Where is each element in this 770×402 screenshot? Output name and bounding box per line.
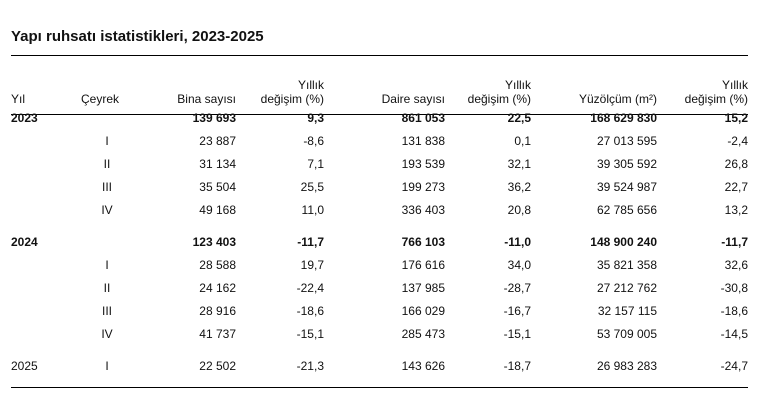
col-header-dwelling-count: Daire sayısı bbox=[381, 92, 445, 106]
cell-building-change: 19,7 bbox=[300, 257, 324, 272]
cell-year bbox=[11, 276, 81, 299]
row-spacer bbox=[11, 221, 748, 230]
cell-dwelling-change: 22,5 bbox=[507, 110, 531, 125]
cell-year bbox=[11, 299, 81, 322]
cell-floor-area: 27 212 762 bbox=[596, 280, 657, 295]
cell-year bbox=[11, 253, 81, 276]
cell-dwelling-count: 143 626 bbox=[401, 358, 445, 373]
cell-building-count: 28 588 bbox=[199, 257, 236, 272]
cell-dwelling-change: 36,2 bbox=[507, 179, 531, 194]
cell-building-count: 49 168 bbox=[199, 202, 236, 217]
cell-quarter bbox=[81, 230, 133, 253]
cell-building-count: 24 162 bbox=[199, 280, 236, 295]
cell-building-count: 23 887 bbox=[199, 133, 236, 148]
col-header-building-change: Yıllık değişim (%) bbox=[260, 78, 324, 106]
top-rule bbox=[11, 55, 748, 56]
cell-dwelling-count: 176 616 bbox=[401, 257, 445, 272]
cell-dwelling-change: -16,7 bbox=[503, 303, 531, 318]
cell-building-count: 41 737 bbox=[199, 326, 236, 341]
cell-floor-area-change: 15,2 bbox=[724, 110, 748, 125]
table-row bbox=[11, 230, 748, 253]
cell-floor-area: 168 629 830 bbox=[590, 110, 657, 125]
cell-building-count: 31 134 bbox=[199, 156, 236, 171]
cell-quarter: III bbox=[101, 303, 112, 318]
table-row bbox=[11, 299, 748, 322]
cell-floor-area-change: -14,5 bbox=[720, 326, 748, 341]
cell-building-count: 22 502 bbox=[199, 358, 236, 373]
cell-dwelling-change: 34,0 bbox=[507, 257, 531, 272]
table-row bbox=[11, 175, 748, 198]
cell-dwelling-change: 20,8 bbox=[507, 202, 531, 217]
cell-dwelling-count: 199 273 bbox=[401, 179, 445, 194]
cell-dwelling-count: 193 539 bbox=[401, 156, 445, 171]
table-body bbox=[11, 106, 748, 377]
table-row bbox=[11, 253, 748, 276]
table-row bbox=[11, 322, 748, 345]
cell-building-change: 7,1 bbox=[307, 156, 324, 171]
cell-building-change: 11,0 bbox=[301, 202, 324, 217]
cell-floor-area: 148 900 240 bbox=[590, 234, 657, 249]
cell-floor-area: 53 709 005 bbox=[596, 326, 657, 341]
cell-floor-area-change: 13,2 bbox=[724, 202, 748, 217]
cell-floor-area-change: -24,7 bbox=[720, 358, 748, 373]
cell-dwelling-count: 861 053 bbox=[401, 110, 445, 125]
cell-dwelling-count: 131 838 bbox=[401, 133, 445, 148]
cell-building-change: 9,3 bbox=[307, 110, 324, 125]
col-header-year: Yıl bbox=[11, 92, 26, 106]
cell-quarter bbox=[81, 106, 133, 129]
cell-floor-area: 32 157 115 bbox=[597, 303, 657, 318]
cell-floor-area-change: 26,8 bbox=[724, 156, 748, 171]
cell-floor-area: 39 305 592 bbox=[596, 156, 657, 171]
cell-floor-area: 35 821 358 bbox=[596, 257, 657, 272]
cell-year bbox=[11, 152, 81, 175]
row-spacer bbox=[11, 345, 748, 354]
col-header-floor-area: Yüzölçüm (m²) bbox=[578, 92, 657, 106]
cell-floor-area-change: -30,8 bbox=[720, 280, 748, 295]
cell-building-count: 35 504 bbox=[199, 179, 236, 194]
cell-building-count: 139 693 bbox=[192, 110, 236, 125]
cell-building-change: -8,6 bbox=[303, 133, 324, 148]
cell-year bbox=[11, 198, 81, 221]
table-row bbox=[11, 106, 748, 129]
cell-floor-area: 39 524 987 bbox=[596, 179, 657, 194]
cell-quarter: I bbox=[105, 133, 109, 148]
cell-quarter: II bbox=[103, 156, 111, 171]
cell-floor-area: 26 983 283 bbox=[596, 358, 657, 373]
cell-dwelling-count: 166 029 bbox=[401, 303, 445, 318]
cell-floor-area-change: -18,6 bbox=[720, 303, 748, 318]
table-row bbox=[11, 276, 748, 299]
cell-year: 2023 bbox=[11, 110, 38, 125]
col-header-building-count: Bina sayısı bbox=[177, 92, 236, 106]
bottom-rule bbox=[11, 387, 748, 388]
page-title: Yapı ruhsatı istatistikleri, 2023-2025 bbox=[11, 28, 264, 45]
table-row bbox=[11, 152, 748, 175]
cell-dwelling-count: 137 985 bbox=[401, 280, 445, 295]
cell-building-change: -15,1 bbox=[296, 326, 324, 341]
cell-year bbox=[11, 175, 81, 198]
cell-building-change: -22,4 bbox=[296, 280, 324, 295]
cell-dwelling-count: 285 473 bbox=[401, 326, 445, 341]
cell-year: 2024 bbox=[11, 234, 38, 249]
spacer-cell bbox=[11, 345, 748, 354]
cell-dwelling-change: 0,1 bbox=[514, 133, 531, 148]
cell-quarter: I bbox=[105, 257, 109, 272]
col-header-quarter: Çeyrek bbox=[81, 92, 120, 106]
cell-floor-area-change: -11,7 bbox=[721, 234, 748, 249]
cell-quarter: I bbox=[105, 358, 109, 373]
table-row bbox=[11, 354, 748, 377]
cell-quarter: II bbox=[103, 280, 111, 295]
cell-dwelling-change: -18,7 bbox=[503, 358, 531, 373]
cell-dwelling-count: 336 403 bbox=[401, 202, 445, 217]
cell-building-change: -21,3 bbox=[296, 358, 324, 373]
statistics-table bbox=[11, 60, 748, 377]
cell-dwelling-change: 32,1 bbox=[507, 156, 531, 171]
table-row bbox=[11, 198, 748, 221]
cell-dwelling-change: -15,1 bbox=[503, 326, 531, 341]
cell-building-change: -11,7 bbox=[297, 234, 324, 249]
spacer-cell bbox=[11, 221, 748, 230]
cell-dwelling-count: 766 103 bbox=[401, 234, 445, 249]
cell-building-count: 123 403 bbox=[192, 234, 236, 249]
cell-floor-area: 27 013 595 bbox=[596, 133, 657, 148]
col-header-floor-area-change: Yıllık değişim (%) bbox=[684, 78, 748, 106]
cell-dwelling-change: -11,0 bbox=[504, 234, 531, 249]
cell-floor-area-change: 22,7 bbox=[724, 179, 748, 194]
col-header-dwelling-change: Yıllık değişim (%) bbox=[467, 78, 531, 106]
cell-building-count: 28 916 bbox=[199, 303, 236, 318]
cell-quarter: III bbox=[101, 179, 112, 194]
cell-floor-area-change: 32,6 bbox=[724, 257, 748, 272]
cell-building-change: -18,6 bbox=[296, 303, 324, 318]
cell-year bbox=[11, 129, 81, 152]
cell-building-change: 25,5 bbox=[300, 179, 324, 194]
table-row bbox=[11, 129, 748, 152]
cell-quarter: IV bbox=[101, 202, 113, 217]
cell-dwelling-change: -28,7 bbox=[503, 280, 531, 295]
cell-year: 2025 bbox=[11, 358, 38, 373]
header-row bbox=[11, 60, 748, 106]
cell-floor-area: 62 785 656 bbox=[596, 202, 657, 217]
cell-year bbox=[11, 322, 81, 345]
cell-quarter: IV bbox=[101, 326, 113, 341]
cell-floor-area-change: -2,4 bbox=[727, 133, 748, 148]
